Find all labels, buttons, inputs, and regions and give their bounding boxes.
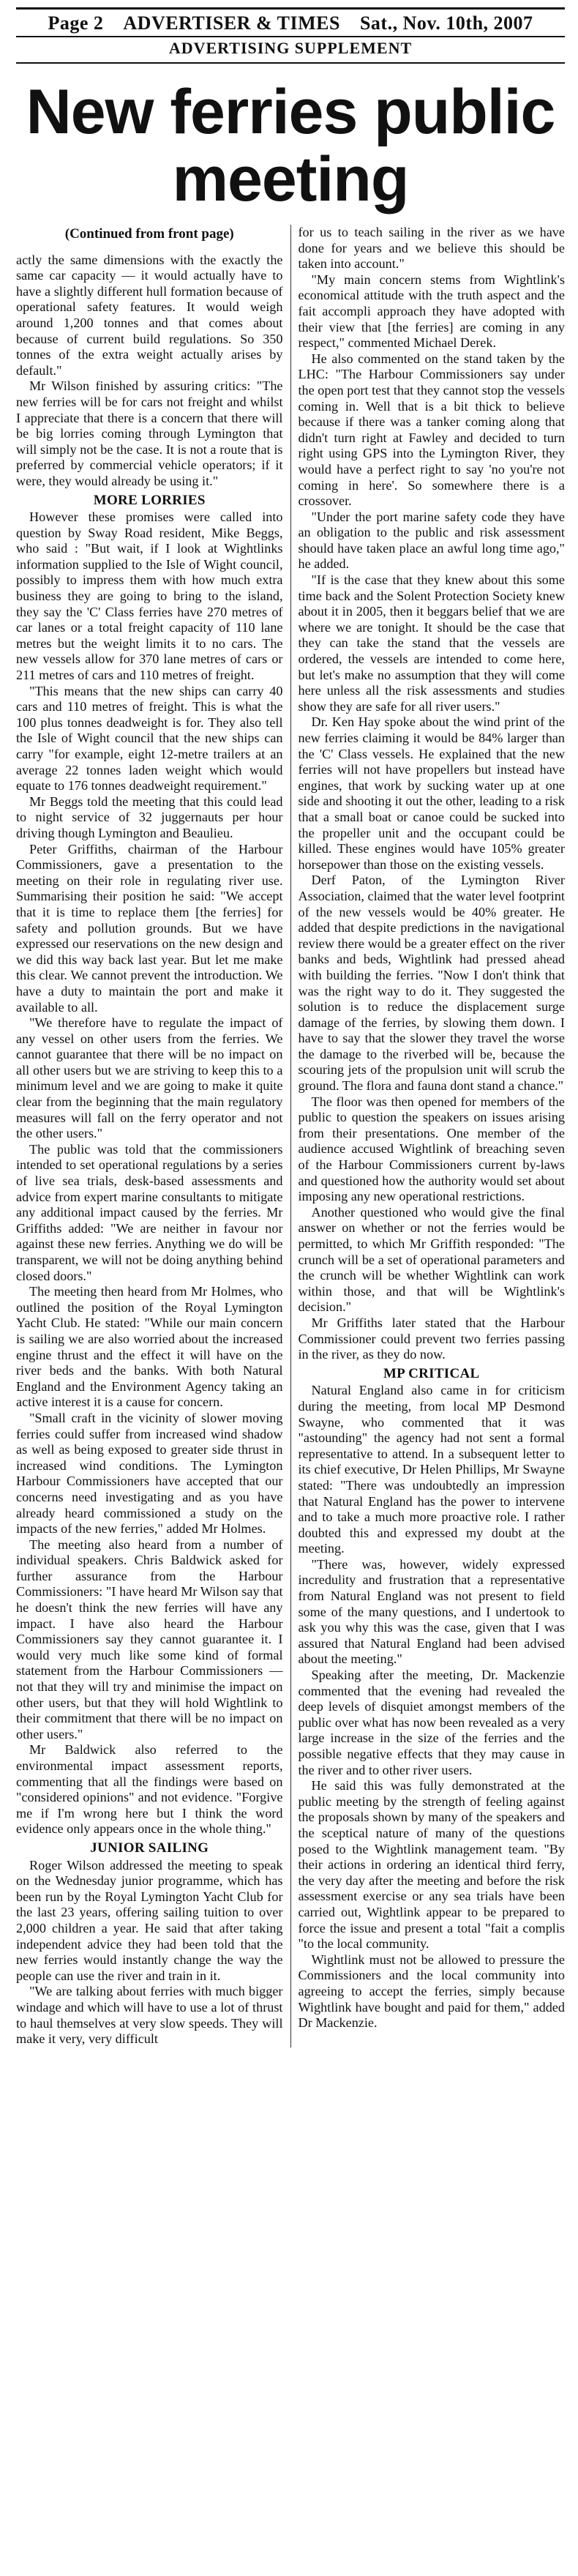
supplement-label: ADVERTISING SUPPLEMENT xyxy=(16,37,565,64)
paragraph: "This means that the new ships can carry 40 cars and 110 metres of freight. This is what the 100 plus tonnes deadweight is for. They also tell the Isle of Wight council that the new ships can carry "for example, eight 12-metre trailers at an average 22 tonnes laden weight which would equate to 176 tonnes deadweight requirement." xyxy=(16,683,283,794)
column-divider xyxy=(290,225,291,2047)
article-column-1 xyxy=(16,225,283,2047)
col1-block-c xyxy=(16,1858,283,2047)
paragraph: Mr Griffiths later stated that the Harbour Commissioner could prevent two ferries passing in the river, as they do now. xyxy=(298,1315,565,1362)
paragraph: "We therefore have to regulate the impact of any vessel on other users from the ferries. We cannot guarantee that there will be no impact on all other users but we are striving to keep this to a minimum level and we are going to make it quite clear from the beginning that the main regulatory measures will fall on the ferry operator and not the other users." xyxy=(16,1015,283,1141)
paragraph: The meeting then heard from Mr Holmes, who outlined the position of the Royal Lymington Yacht Club. He stated: "While our main concern is sailing we are also worried about the increased engine thrust and the effect it will have on the river beds and the banks. With both Natural England and the Environment Agency taking an active interest it is a cause for concern. xyxy=(16,1284,283,1410)
paragraph: Natural England also came in for criticism during the meeting, from local MP Desmond Swayne, who commented that it was "astounding" the agency had not sent a formal representative to attend. In a subsequent letter to its chief executive, Dr Helen Phillips, Mr Swayne stated: "There was undoubtedly an impression that Natural England has the power to intervene and to take a much more proactive role. I rather doubted this and expressed my doubt at the meeting. xyxy=(298,1383,565,1556)
paragraph: Dr. Ken Hay spoke about the wind print of the new ferries claiming it would be 84% larger than the 'C' Class vessels. He explained that the new ferries will not have propellers but instead have engines, that work by sucking water up at one side and shooting it out the other, leading to a risk that a small boat or canoe could be sucked into the propeller unit and the occupant could be killed. These engines would have 105% greater horsepower than those on the existing vessels. xyxy=(298,714,565,872)
subheading-mp-critical: MP CRITICAL xyxy=(383,1365,480,1381)
paragraph: Wightlink must not be allowed to pressure the Commissioners and the local community into agreeing to accept the ferries, simply because Wightlink have bought and paid for them," added Dr Mackenzie. xyxy=(298,1952,565,2031)
article-column-2 xyxy=(298,225,565,2047)
paragraph: for us to teach sailing in the river as we have done for years and we believe this should be taken into account." xyxy=(298,225,565,272)
paragraph: Speaking after the meeting, Dr. Mackenzie commented that the evening had revealed the deep levels of disquiet amongst members of the public over what has now been revealed as a very large increase in the size of the ferries and the possible negative effects that they may cause in the river and to other river users. xyxy=(298,1668,565,1777)
continued-note: (Continued from front page) xyxy=(64,226,234,242)
paragraph: Derf Paton, of the Lymington River Association, claimed that the water level footprint of the new vessels would be 40% greater. He added that despite predictions in the navigational review there would be a greater effect on the river banks and beds, Wightlink had pressed ahead with building the ferries. "Now I don't think that was the right way to do it. They suggested the solution is to reduce the displacement surge damage of the ferries, by slowing them down. I have to say that the slower they travel the worse the damage to the riverbed will be, because the scouring jets of the propulsion unit will scrub the ground. The flora and fauna dont stand a chance." xyxy=(298,873,565,1094)
subheading-junior-sailing: JUNIOR SAILING xyxy=(90,1840,209,1856)
paragraph: "Under the port marine safety code they have an obligation to the public and risk assessment should have taken place an awful long time ago," he added. xyxy=(298,509,565,572)
paragraph: The meeting also heard from a number of individual speakers. Chris Baldwick asked for further assurance from the Harbour Commissioners: "I have heard Mr Wilson say that he doesn't think the new ferries will have any impact. I have also heard the Harbour Commissioners say they cannot guarantee it. I would very much like some kind of formal statement from the Harbour Commissioners — not that they will try and minimise the impact on other users, but that they will hold Wightlink to their commitment that there will be no impact on other users." xyxy=(16,1537,283,1741)
page-number: Page 2 xyxy=(48,12,104,34)
headline: New ferries public meeting xyxy=(26,77,555,214)
issue-date: Sat., Nov. 10th, 2007 xyxy=(359,12,533,34)
paragraph: "We are talking about ferries with much bigger windage and which will have to use a lot of thrust to haul themselves at very slow speeds. They will make it very, very difficult xyxy=(16,1984,283,2047)
paragraph: "There was, however, widely expressed incredulity and frustration that a representative from Natural England was not present to field some of the many questions, and I undertook to ask you why this was the case, given that I was assured that Natural England had been advised about the meeting." xyxy=(298,1556,565,1667)
col2-block-b xyxy=(298,1383,565,2031)
paragraph: Peter Griffiths, chairman of the Harbour Commissioners, gave a presentation to the meeting on their role in regulating river use. Summarising their position he said: "We accept that it is time to replace them [the ferries] for safety and pollution grounds. But we have expressed our reservations on the new design and we did this way back last year. But let me make this clear. We cannot prevent the introduction. We have a duty to maintain the port and make it available to all. xyxy=(16,841,283,1015)
paragraph: Mr Wilson finished by assuring critics: "The new ferries will be for cars not freight and whilst I appreciate that there is a concern that there will be big lorries coming through Lymington that will simply not be the case. It is not a route that is preferred by commercial vehicle operators; if it were, they would already be using it." xyxy=(16,378,283,488)
paragraph: The floor was then opened for members of the public to question the speakers on issues arising from their presentations. One member of the audience accused Wightlink of breaching seven of the Harbour Commissioners current by-laws and questioned how the authority would set about imposing any new operational restrictions. xyxy=(298,1094,565,1204)
col1-block-b xyxy=(16,509,283,1837)
paragraph: The public was told that the commissioners intended to set operational regulations by a series of live sea trials, desk-based assessments and advice from expert marine consultants to mitigate any additional impact caused by the ferries. Mr Griffiths added: "We are neither in favour nor against these new ferries. Anything we do will be transparent, we will not be doing anything behind closed doors." xyxy=(16,1141,283,1283)
paragraph: Mr Baldwick also referred to the environmental impact assessment reports, commenting that all the findings were based on "considered opinions" and not evidence. "Forgive me if I'm wrong here but I think the word evidence only appears once in the whole thing." xyxy=(16,1742,283,1837)
paragraph: He also commented on the stand taken by the LHC: "The Harbour Commissioners say under the open port test that they cannot stop the vessels coming in. Well that is a bit thick to believe because if there was a tanker coming along that didn't turn right at Fawley and decided to turn right using GPS into the Lymington River, they would have a perfect right to say 'no you're not coming in here'. So somewhere there is a crossover. xyxy=(298,351,565,509)
paragraph: Another questioned who would give the final answer on whether or not the ferries would be permitted, to which Mr Griffith responded: "The crunch will be a set of operational parameters and the crunch will be whether Wightlink can work within those, and that will be Wightlink's decision." xyxy=(298,1204,565,1315)
paragraph: However these promises were called into question by Sway Road resident, Mike Beggs, who said : "But wait, if I look at Wightlinks information supplied to the Isle of Wight council, possibly to impress them with how much extra business they are going to bring to the island, they say the 'C' Class ferries have 270 metres of car lanes or a total freight capacity of 110 lane metres but the weight limits it to no cars. The new vessels allow for 370 lane metres of cars or 211 metres of cars and 110 metres of freight. xyxy=(16,509,283,683)
col2-block-a xyxy=(298,225,565,1363)
paragraph: "Small craft in the vicinity of slower moving ferries could suffer from increased wind shadow as well as being exposed to greater side thrust in increased wind conditions. The Lymington Harbour Commissioners have accepted that our concerns need investigating and as you have already heard commissioned a study on the impacts of the new ferries," added Mr Holmes. xyxy=(16,1410,283,1537)
article-body xyxy=(16,225,565,2047)
col1-block-a xyxy=(16,253,283,490)
paragraph: Roger Wilson addressed the meeting to speak on the Wednesday junior programme, which has been run by the Royal Lymington Yacht Club for the last 23 years, offering sailing tuition to over 2,000 children a year. He said that after taking independent advice they had been told that the new ferries would instantly change the way the people can use the river and train in it. xyxy=(16,1857,283,1983)
masthead xyxy=(16,7,565,37)
paper-name: ADVERTISER & TIMES xyxy=(123,12,340,34)
paragraph: "If is the case that they knew about this some time back and the Solent Protection Society knew about it in 2005, then it beggars belief that we are where we are tonight. It should be the case that they can take the stand that the vessels are ordered, the vessels are intended to come here, but let's make no assumption that they will come here unless all the risk assessments and studies show they are safe for all river users." xyxy=(298,572,565,714)
paragraph: actly the same dimensions with the exactly the same car capacity — it would actually have to have a slightly different hull formation because of operational safety features. It would weigh around 1,200 tonnes and that comes about because of current build regulations. So 350 tonnes of the extra weight actually arises by default." xyxy=(16,252,283,378)
paragraph: Mr Beggs told the meeting that this could lead to night service of 32 juggernauts per hour driving though Lymington and Beaulieu. xyxy=(16,794,283,840)
subheading-more-lorries: MORE LORRIES xyxy=(93,492,206,508)
paragraph: He said this was fully demonstrated at the public meeting by the strength of feeling against the proposals shown by many of the speakers and the sceptical nature of many of the questions posed to the Wightlink management team. "By their actions in ordering an identical third ferry, the very day after the meeting and before the risk assessment exercise or any sea trials have been carried out, Wightlink appear to be prepared to force the issue and present a total "fait a complis "to the local community. xyxy=(298,1778,565,1952)
paragraph: "My main concern stems from Wightlink's economical attitude with the truth aspect and the fait accompli approach they have adopted with their view that [the ferries] are coming in any respect," commented Michael Derek. xyxy=(298,272,565,351)
